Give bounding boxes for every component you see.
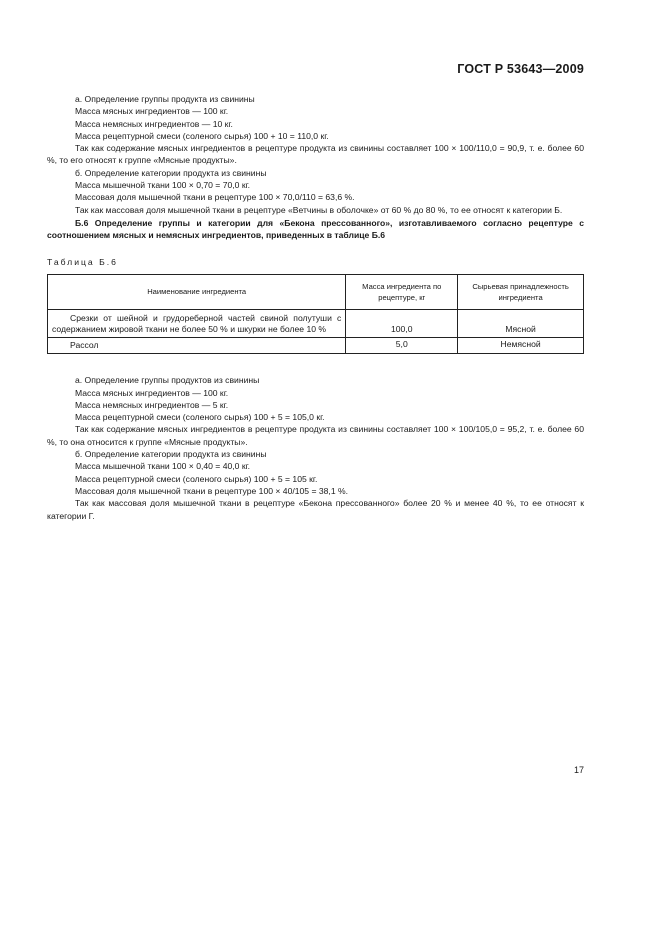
paragraph: а. Определение группы продуктов из свинины	[75, 375, 260, 386]
table-row	[48, 309, 584, 337]
table-caption: Таблица Б.6	[47, 256, 118, 267]
table-cell-text: Срезки от шейной и грудореберной частей свиной полутуши с содержанием жировой ткани не более 50 % и шкурки не более 10 %	[52, 312, 342, 335]
paragraph: а. Определение группы продукта из свинины	[75, 94, 255, 104]
paragraph: Так как массовая доля мышечной ткани в рецептуре «Ветчины в оболочке» от 60 % до 80 %, то ее относят к категории Б.	[75, 204, 563, 215]
column-header-mass: Масса ингредиента по рецептуре, кг	[346, 274, 458, 309]
table-cell-ingredient-name	[48, 309, 346, 337]
table-cell-raw-material-type: Немясной	[458, 338, 584, 354]
page-number: 17	[574, 765, 585, 775]
table-header-row	[48, 274, 584, 309]
paragraph: Масса рецептурной смеси (соленого сырья) 100 + 10 = 110,0 кг.	[75, 130, 329, 141]
paragraph: Масса рецептурной смеси (соленого сырья) 100 + 5 = 105,0 кг.	[75, 412, 325, 423]
paragraph: Масса мясных ингредиентов — 100 кг.	[75, 106, 229, 117]
paragraph: Массовая доля мышечной ткани в рецептуре 100 × 70,0/110 = 63,6 %.	[75, 192, 355, 203]
paragraph: Масса мясных ингредиентов — 100 кг.	[75, 387, 229, 398]
page-content	[47, 93, 584, 522]
section-a-calculation	[47, 93, 584, 216]
table-cell-ingredient-name: Рассол	[48, 338, 346, 354]
section-b-calculation	[47, 374, 584, 522]
paragraph: Массовая доля мышечной ткани в рецептуре 100 × 40/105 = 38,1 %.	[75, 485, 349, 496]
paragraph: Так как массовая доля мышечной ткани в рецептуре «Бекона прессованного» более 20 % и менее 40 %, то ее относят к категории Г.	[47, 498, 584, 521]
paragraph: Масса мышечной ткани 100 × 0,40 = 40,0 кг.	[75, 461, 251, 472]
column-header-raw-material-type: Сырьевая принадлежность ингредиента	[458, 274, 584, 309]
section-heading-b6: Б.6 Определение группы и категории для «Бекона прессованного», изготавливаемого согласно рецептуре с соотношением мясных и немясных ингредиентов, приведенных в таблице Б.6	[47, 217, 584, 241]
table-cell-mass: 5,0	[346, 338, 458, 354]
paragraph: Масса немясных ингредиентов — 10 кг.	[75, 118, 233, 129]
paragraph: Масса немясных ингредиентов — 5 кг.	[75, 399, 229, 410]
paragraph: Масса мышечной ткани 100 × 0,70 = 70,0 кг.	[75, 180, 251, 191]
paragraph: б. Определение категории продукта из свинины	[75, 167, 267, 178]
paragraph: Так как содержание мясных ингредиентов в рецептуре продукта из свинины составляет 100 × 100/110,0 = 90,9, т. е. более 60 %, то его относят к группе «Мясные продукты».	[47, 143, 584, 166]
table-cell-mass: 100,0	[346, 309, 458, 337]
ingredients-table	[47, 274, 584, 354]
table-cell-raw-material-type: Мясной	[458, 309, 584, 337]
paragraph: Так как содержание мясных ингредиентов в рецептуре продукта из свинины составляет 100 × 100/105,0 = 95,2, т. е. более 60 %, то она относится к группе «Мясные продукты».	[47, 424, 584, 447]
paragraph: Масса рецептурной смеси (соленого сырья) 100 + 5 = 105 кг.	[75, 473, 318, 484]
column-header-ingredient-name: Наименование ингредиента	[48, 274, 346, 309]
paragraph: б. Определение категории продукта из свинины	[75, 449, 267, 460]
document-code-header: ГОСТ Р 53643—2009	[457, 62, 584, 76]
table-row	[48, 338, 584, 354]
